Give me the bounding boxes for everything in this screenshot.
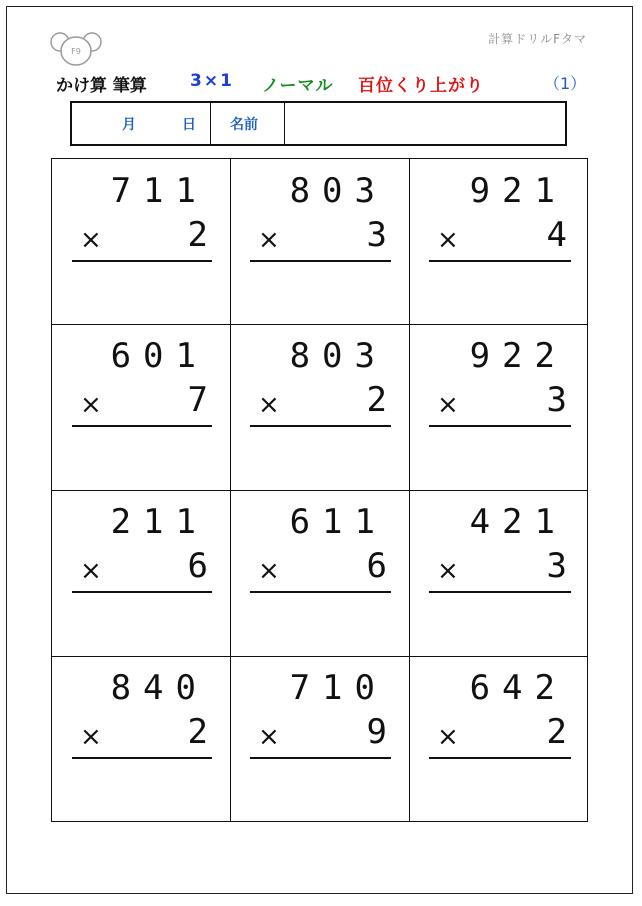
brand-label: 計算ドリルFタマ bbox=[488, 32, 587, 46]
problem-cell bbox=[409, 324, 589, 490]
multiplicand: 642 bbox=[469, 668, 567, 708]
answer-area[interactable] bbox=[429, 594, 571, 652]
multiplier: 2 bbox=[366, 380, 387, 420]
title-pattern: 3×1 bbox=[190, 71, 234, 91]
multiplicand: 601 bbox=[110, 336, 208, 376]
multiplier: 6 bbox=[187, 546, 208, 586]
times-sign: × bbox=[437, 390, 459, 420]
problem-cell bbox=[52, 656, 230, 823]
answer-area[interactable] bbox=[250, 263, 391, 320]
problem-cell bbox=[230, 159, 409, 324]
answer-area[interactable] bbox=[72, 428, 212, 486]
answer-area[interactable] bbox=[72, 594, 212, 652]
multiplier: 9 bbox=[366, 712, 387, 752]
answer-area[interactable] bbox=[429, 263, 571, 320]
answer-rule bbox=[250, 425, 391, 427]
problem-cell bbox=[230, 656, 409, 823]
answer-rule bbox=[72, 425, 212, 427]
answer-area[interactable] bbox=[250, 760, 391, 819]
times-sign: × bbox=[258, 390, 280, 420]
times-sign: × bbox=[437, 722, 459, 752]
answer-area[interactable] bbox=[429, 428, 571, 486]
answer-area[interactable] bbox=[72, 263, 212, 320]
title-level: ノーマル bbox=[262, 76, 334, 96]
answer-rule bbox=[72, 757, 212, 759]
times-sign: × bbox=[437, 556, 459, 586]
problem-cell bbox=[409, 159, 589, 324]
multiplicand: 840 bbox=[110, 668, 208, 708]
multiplier: 7 bbox=[187, 380, 208, 420]
sheet-number: （1） bbox=[544, 74, 587, 93]
date-name-divider bbox=[210, 103, 211, 144]
answer-area[interactable] bbox=[429, 760, 571, 819]
day-label: 日 bbox=[182, 117, 196, 133]
multiplicand: 922 bbox=[469, 336, 567, 376]
answer-rule bbox=[250, 591, 391, 593]
problem-cell bbox=[230, 324, 409, 490]
multiplier: 6 bbox=[366, 546, 387, 586]
multiplier: 3 bbox=[546, 380, 567, 420]
problem-cell bbox=[230, 490, 409, 656]
times-sign: × bbox=[437, 225, 459, 255]
month-label: 月 bbox=[122, 117, 136, 133]
answer-rule bbox=[429, 260, 571, 262]
answer-area[interactable] bbox=[250, 594, 391, 652]
multiplicand: 611 bbox=[289, 502, 387, 542]
title-kind: かけ算 筆算 bbox=[56, 76, 147, 96]
times-sign: × bbox=[80, 556, 102, 586]
multiplier: 3 bbox=[366, 215, 387, 255]
times-sign: × bbox=[80, 225, 102, 255]
problem-cell bbox=[409, 656, 589, 823]
multiplier: 4 bbox=[546, 215, 567, 255]
multiplier: 2 bbox=[546, 712, 567, 752]
problem-grid bbox=[51, 158, 588, 822]
multiplier: 3 bbox=[546, 546, 567, 586]
answer-area[interactable] bbox=[250, 428, 391, 486]
problem-cell bbox=[52, 490, 230, 656]
problem-cell bbox=[52, 159, 230, 324]
answer-rule bbox=[429, 757, 571, 759]
name-date-box bbox=[70, 101, 567, 146]
multiplicand: 921 bbox=[469, 171, 567, 211]
times-sign: × bbox=[258, 225, 280, 255]
answer-rule bbox=[250, 757, 391, 759]
answer-rule bbox=[429, 591, 571, 593]
problem-cell bbox=[409, 490, 589, 656]
times-sign: × bbox=[80, 390, 102, 420]
multiplicand: 421 bbox=[469, 502, 567, 542]
mouse-logo-icon bbox=[50, 30, 102, 68]
answer-rule bbox=[250, 260, 391, 262]
name-label: 名前 bbox=[230, 117, 258, 133]
answer-rule bbox=[72, 260, 212, 262]
multiplicand: 803 bbox=[289, 171, 387, 211]
title-carry: 百位くり上がり bbox=[358, 76, 484, 96]
multiplier: 2 bbox=[187, 215, 208, 255]
multiplicand: 211 bbox=[110, 502, 208, 542]
multiplicand: 803 bbox=[289, 336, 387, 376]
answer-area[interactable] bbox=[72, 760, 212, 819]
times-sign: × bbox=[258, 722, 280, 752]
multiplier: 2 bbox=[187, 712, 208, 752]
answer-rule bbox=[429, 425, 571, 427]
multiplicand: 710 bbox=[289, 668, 387, 708]
multiplicand: 711 bbox=[110, 171, 208, 211]
times-sign: × bbox=[80, 722, 102, 752]
problem-cell bbox=[52, 324, 230, 490]
name-label-divider bbox=[284, 103, 285, 144]
logo-text: F9 bbox=[71, 47, 81, 56]
answer-rule bbox=[72, 591, 212, 593]
times-sign: × bbox=[258, 556, 280, 586]
